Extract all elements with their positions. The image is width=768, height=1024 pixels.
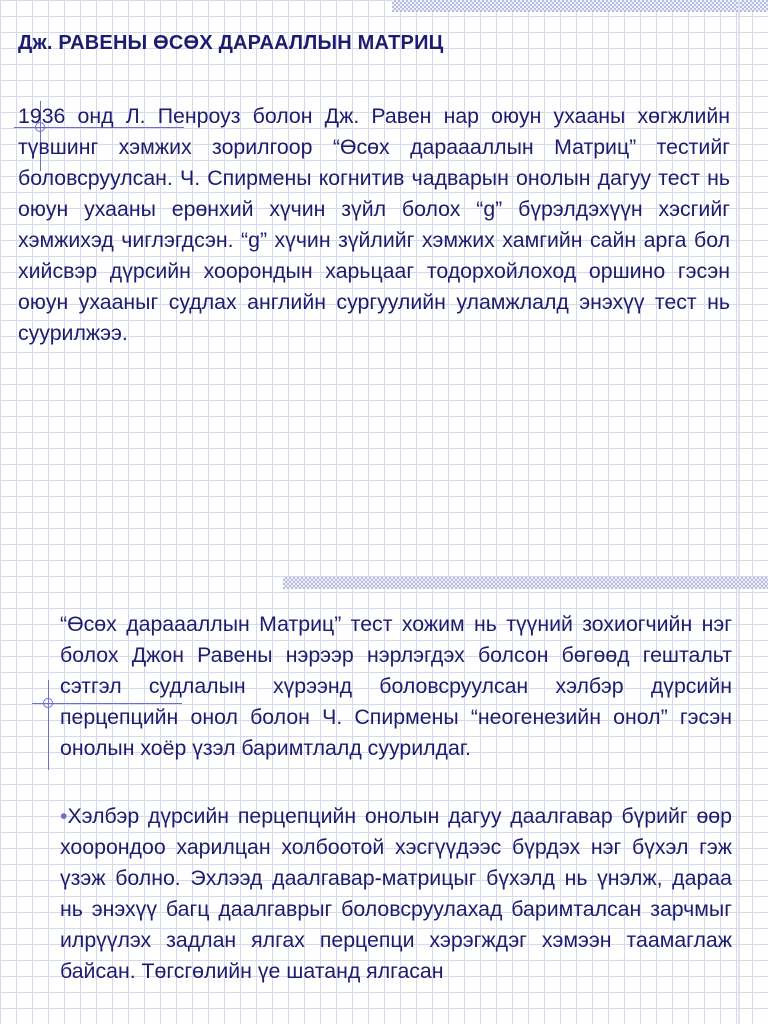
top-pattern-band: [392, 0, 768, 12]
bullet-icon: •: [60, 804, 68, 828]
middle-pattern-band: [283, 577, 768, 589]
third-paragraph: [60, 801, 732, 987]
crosshair-dot-2: [43, 698, 53, 708]
crosshair-line-v-2: [48, 680, 49, 770]
right-rule: [738, 0, 740, 1024]
third-paragraph-text: Хэлбэр дүрсийн перцепцийн онолын дагуу даалгавар бүрийг өөр хоорондоо харилцан холбоотой хэсгүүдээс бүрдэх нэг бүхэл гэж үзэж болно. Эхлээд даалгавар-матрицыг бүхэлд нь үнэлж, дараа нь энэхүү багц даалгаврыг боловсруулахад баримталсан зарчмыг илрүүлэх задлан ялгах перцепци хэрэгждэг хэмээн таамаглаж байсан. Төгсгөлийн үе шатанд ялгасан: [60, 804, 732, 983]
page-title: Дж. РАВЕНЫ ӨСӨХ ДАРААЛЛЫН МАТРИЦ: [18, 32, 444, 54]
second-paragraph: “Өсөх дараааллын Матриц” тест хожим нь түүний зохиогчийн нэг болох Джон Равены нэрээр нэрлэгдэх болсон бөгөөд гештальт сэтгэл судлалын хүрээнд боловсруулсан хэлбэр дүрсийн перцепцийн онол болон Ч. Спирмены “неогенезийн онол” гэсэн онолын хоёр үзэл баримтлалд суурилдаг.: [60, 612, 732, 760]
intro-paragraph: 1936 онд Л. Пенроуз болон Дж. Равен нар оюун ухааны хөгжлийн түвшинг хэмжих зорилгоор “Өсөх дараааллын Матриц” тестийг боловсруулсан. Ч. Спирмены когнитив чадварын онолын дагуу тест нь оюун ухааны ерөнхий хүчин зүйл болох “g” бүрэлдэхүүн хэсгийг хэмжихэд чиглэгдсэн. “g” хүчин зүйлийг хэмжих хамгийн сайн арга бол хийсвэр дүрсийн хоорондын харьцааг тодорхойлоход оршино гэсэн оюун ухааныг судлах английн сургуулийн уламжлалд энэхүү тест нь суурилжээ.: [18, 104, 730, 345]
